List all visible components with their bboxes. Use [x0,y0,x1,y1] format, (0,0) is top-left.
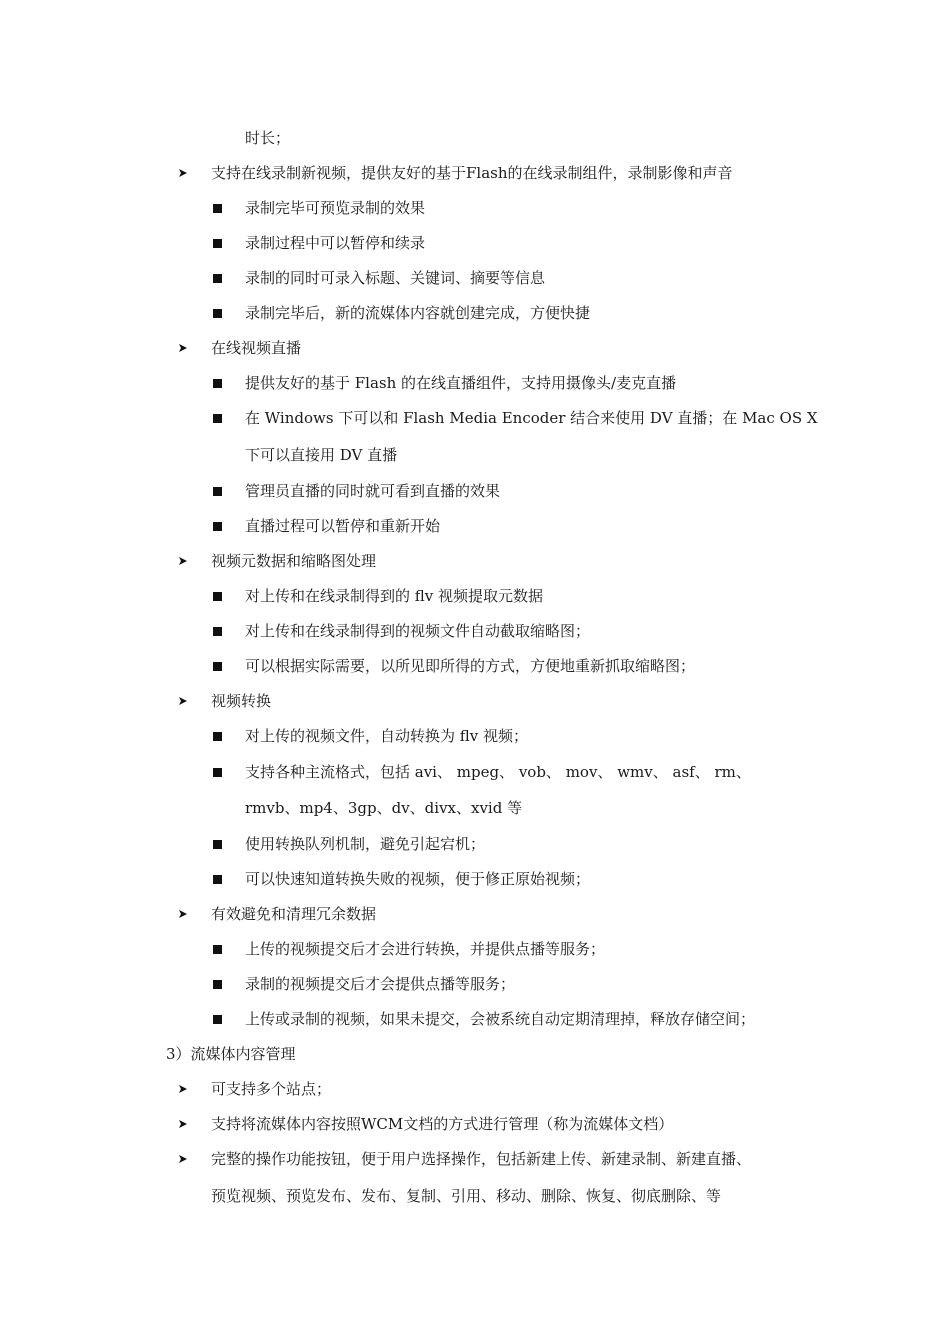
list-item: 支持各种主流格式，包括 avi、 mpeg、 vob、 mov、 wmv、 asf、 rm、 [245,763,751,781]
arrow-bullet-icon [178,1114,190,1134]
square-bullet-icon [213,373,225,393]
list-item: 支持将流媒体内容按照WCM文档的方式进行管理（称为流媒体文档） [211,1115,674,1133]
list-item: 使用转换队列机制，避免引起宕机； [245,835,486,853]
list-item: 在 Windows 下可以和 Flash Media Encoder 结合来使用 DV 直播；在 Mac OS X [245,409,818,427]
arrow-bullet-icon [178,163,190,183]
square-bullet-icon [213,481,225,501]
list-item: 在线视频直播 [211,339,302,357]
square-bullet-icon [213,762,225,782]
list-item: 上传的视频提交后才会进行转换，并提供点播等服务； [245,940,606,958]
list-item: 提供友好的基于 Flash 的在线直播组件，支持用摄像头/麦克直播 [245,374,677,392]
list-item: 录制完毕后，新的流媒体内容就创建完成，方便快捷 [245,304,591,322]
line-duration: 时长； [245,129,291,147]
section-heading: 3）流媒体内容管理 [166,1045,296,1063]
arrow-bullet-icon [178,338,190,358]
list-item: 录制的视频提交后才会提供点播等服务； [245,975,516,993]
square-bullet-icon [213,939,225,959]
arrow-bullet-icon [178,551,190,571]
arrow-bullet-icon [178,1079,190,1099]
square-bullet-icon [213,726,225,746]
square-bullet-icon [213,621,225,641]
list-item: 录制过程中可以暂停和续录 [245,234,426,252]
list-item: 录制完毕可预览录制的效果 [245,199,426,217]
arrow-bullet-icon [178,691,190,711]
square-bullet-icon [213,869,225,889]
list-item: 上传或录制的视频，如果未提交，会被系统自动定期清理掉，释放存储空间； [245,1010,756,1028]
square-bullet-icon [213,408,225,428]
square-bullet-icon [213,268,225,288]
square-bullet-icon [213,974,225,994]
list-item: 视频元数据和缩略图处理 [211,552,377,570]
list-item: 有效避免和清理冗余数据 [211,905,377,923]
list-item: 对上传和在线录制得到的 flv 视频提取元数据 [245,587,544,605]
square-bullet-icon [213,586,225,606]
list-item: 视频转换 [211,692,272,710]
square-bullet-icon [213,656,225,676]
list-item: 对上传的视频文件，自动转换为 flv 视频； [245,727,529,745]
list-item: 管理员直播的同时就可看到直播的效果 [245,482,501,500]
square-bullet-icon [213,233,225,253]
list-item: 可以根据实际需要，以所见即所得的方式，方便地重新抓取缩略图； [245,657,696,675]
list-item: 可以快速知道转换失败的视频，便于修正原始视频； [245,870,591,888]
list-item: 对上传和在线录制得到的视频文件自动截取缩略图； [245,622,591,640]
square-bullet-icon [213,198,225,218]
square-bullet-icon [213,516,225,536]
square-bullet-icon [213,303,225,323]
list-item-continuation: rmvb、mp4、3gp、dv、divx、xvid 等 [245,799,523,817]
square-bullet-icon [213,1009,225,1029]
list-item-continuation: 下可以直接用 DV 直播 [245,446,398,464]
list-item: 完整的操作功能按钮，便于用户选择操作，包括新建上传、新建录制、新建直播、 [211,1150,752,1168]
list-item: 支持在线录制新视频，提供友好的基于Flash的在线录制组件，录制影像和声音 [211,164,733,182]
square-bullet-icon [213,834,225,854]
list-item: 录制的同时可录入标题、关键词、摘要等信息 [245,269,546,287]
arrow-bullet-icon [178,904,190,924]
list-item: 可支持多个站点； [211,1080,332,1098]
list-item: 直播过程可以暂停和重新开始 [245,517,441,535]
arrow-bullet-icon [178,1149,190,1169]
list-item-continuation: 预览视频、预览发布、发布、复制、引用、移动、删除、恢复、彻底删除、等 [211,1187,722,1205]
